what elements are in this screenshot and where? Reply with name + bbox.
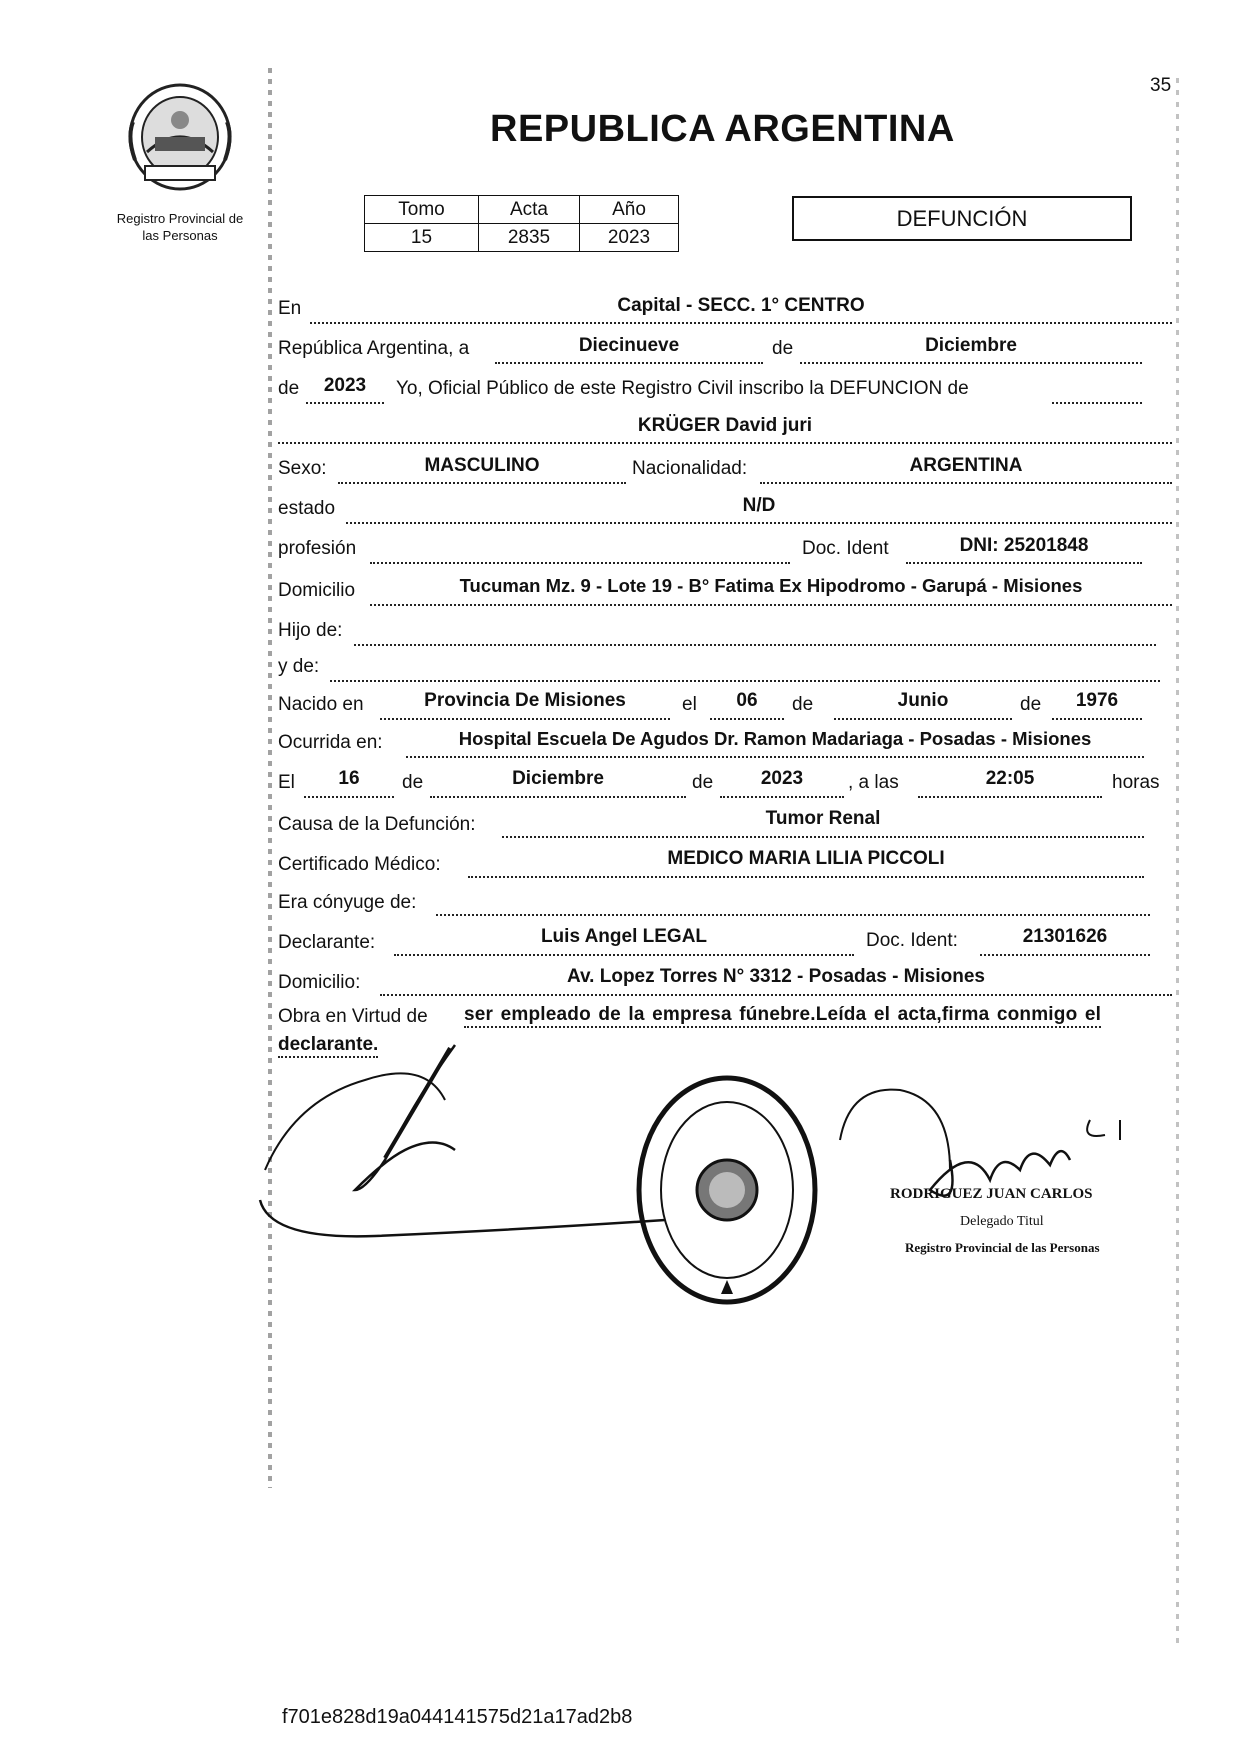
doc-ident-label: Doc. Ident (802, 538, 889, 559)
sexo-label: Sexo: (278, 458, 327, 479)
domicilio-value: Tucuman Mz. 9 - Lote 19 - B° Fatima Ex Hipodromo - Garupá - Misiones (459, 575, 1083, 596)
hijo-label: Hijo de: (278, 620, 343, 641)
conyuge-label: Era cónyuge de: (278, 892, 417, 913)
yde-field (330, 656, 1160, 682)
year-prefix-label: de (278, 378, 300, 399)
death-year: 2023 (760, 768, 804, 789)
registry-line-1: Registro Provincial de (116, 211, 244, 226)
doc-ident-label-2: Doc. Ident: (866, 930, 958, 951)
statement-text: Yo, Oficial Público de este Registro Civil inscribo la DEFUNCION de (396, 378, 969, 399)
province-seal-icon (125, 82, 235, 192)
ocurrida-label: Ocurrida en: (278, 732, 383, 753)
estado-value: N/D (742, 495, 776, 516)
causa-label: Causa de la Defunción: (278, 814, 476, 835)
de-label-2: de (792, 694, 814, 715)
certificado-value: MEDICO MARIA LILIA PICCOLI (667, 848, 945, 869)
year-value: 2023 (323, 375, 367, 396)
declarante-label: Declarante: (278, 932, 376, 953)
registry-name (100, 210, 260, 244)
de-label-5: de (692, 772, 714, 793)
death-time: 22:05 (985, 768, 1035, 789)
doc-ident-value: DNI: 25201848 (959, 535, 1089, 556)
nacido-value: Provincia De Misiones (424, 690, 626, 711)
yde-label: y de: (278, 656, 320, 677)
record-table (364, 195, 679, 252)
estado-label: estado (278, 498, 336, 519)
tomo-header: Tomo (365, 196, 479, 224)
republica-label: República Argentina, a (278, 338, 470, 359)
certificado-label: Certificado Médico: (278, 854, 441, 875)
de-label-4: de (402, 772, 424, 793)
declarant-signature-icon (255, 1040, 675, 1250)
anio-header: Año (580, 196, 679, 224)
page-number: 35 (1150, 75, 1172, 96)
month-text: Diciembre (925, 335, 1017, 356)
nacionalidad-label: Nacionalidad: (632, 458, 748, 479)
document-type-box: DEFUNCIÓN (792, 196, 1132, 241)
el-label: el (682, 694, 697, 715)
ocurrida-value: Hospital Escuela De Agudos Dr. Ramon Madariaga - Posadas - Misiones (458, 728, 1092, 749)
birth-month: Junio (897, 690, 949, 711)
obra-label: Obra en Virtud de (278, 1006, 428, 1027)
document-hash: f701e828d19a044141575d21a17ad2b8 (282, 1706, 633, 1728)
death-month: Diciembre (512, 768, 604, 789)
day-text: Diecinueve (578, 335, 680, 356)
domicilio-label-2: Domicilio: (278, 972, 361, 993)
profesion-label: profesión (278, 538, 357, 559)
obra-value-line1: ser empleado de la empresa fúnebre.Leída el acta,firma conmigo el (464, 1004, 1101, 1028)
declarante-value: Luis Angel LEGAL (540, 926, 708, 947)
deceased-name: KRÜGER David juri (637, 415, 813, 436)
nacionalidad-value: ARGENTINA (909, 455, 1023, 476)
acta-header: Acta (479, 196, 580, 224)
declarante-doc: 21301626 (1022, 926, 1108, 947)
signer-name: RODRIGUEZ JUAN CARLOS (890, 1186, 1093, 1202)
en-value: Capital - SECC. 1° CENTRO (617, 295, 865, 316)
hijo-field (354, 620, 1156, 646)
conyuge-field (436, 890, 1150, 916)
anio-value: 2023 (580, 224, 679, 252)
page-title: REPUBLICA ARGENTINA (490, 108, 955, 150)
birth-day: 06 (736, 690, 758, 711)
right-margin-perforation (1176, 78, 1179, 1648)
en-label: En (278, 298, 302, 319)
left-margin-perforation (268, 68, 272, 1488)
birth-year: 1976 (1075, 690, 1119, 711)
nacido-label: Nacido en (278, 694, 364, 715)
obra-value-line2: declarante. (278, 1034, 378, 1058)
tomo-value: 15 (365, 224, 479, 252)
signer-office: Registro Provincial de las Personas (905, 1240, 1100, 1255)
causa-value: Tumor Renal (765, 808, 881, 829)
signer-role: Delegado Titul (960, 1214, 1044, 1229)
profesion-field (370, 538, 790, 564)
sexo-value: MASCULINO (424, 455, 540, 476)
official-stamp-icon (632, 1070, 822, 1310)
declarante-domicilio: Av. Lopez Torres N° 3312 - Posadas - Misiones (567, 966, 985, 987)
de-label-3: de (1020, 694, 1042, 715)
domicilio-label: Domicilio (278, 580, 356, 601)
el-label-2: El (278, 772, 295, 793)
horas-label: horas (1112, 772, 1160, 793)
statement-field (1052, 378, 1142, 404)
alas-label: , a las (848, 772, 899, 793)
registry-line-2: las Personas (142, 228, 218, 243)
acta-value: 2835 (479, 224, 580, 252)
de-label: de (772, 338, 794, 359)
death-day: 16 (338, 768, 360, 789)
